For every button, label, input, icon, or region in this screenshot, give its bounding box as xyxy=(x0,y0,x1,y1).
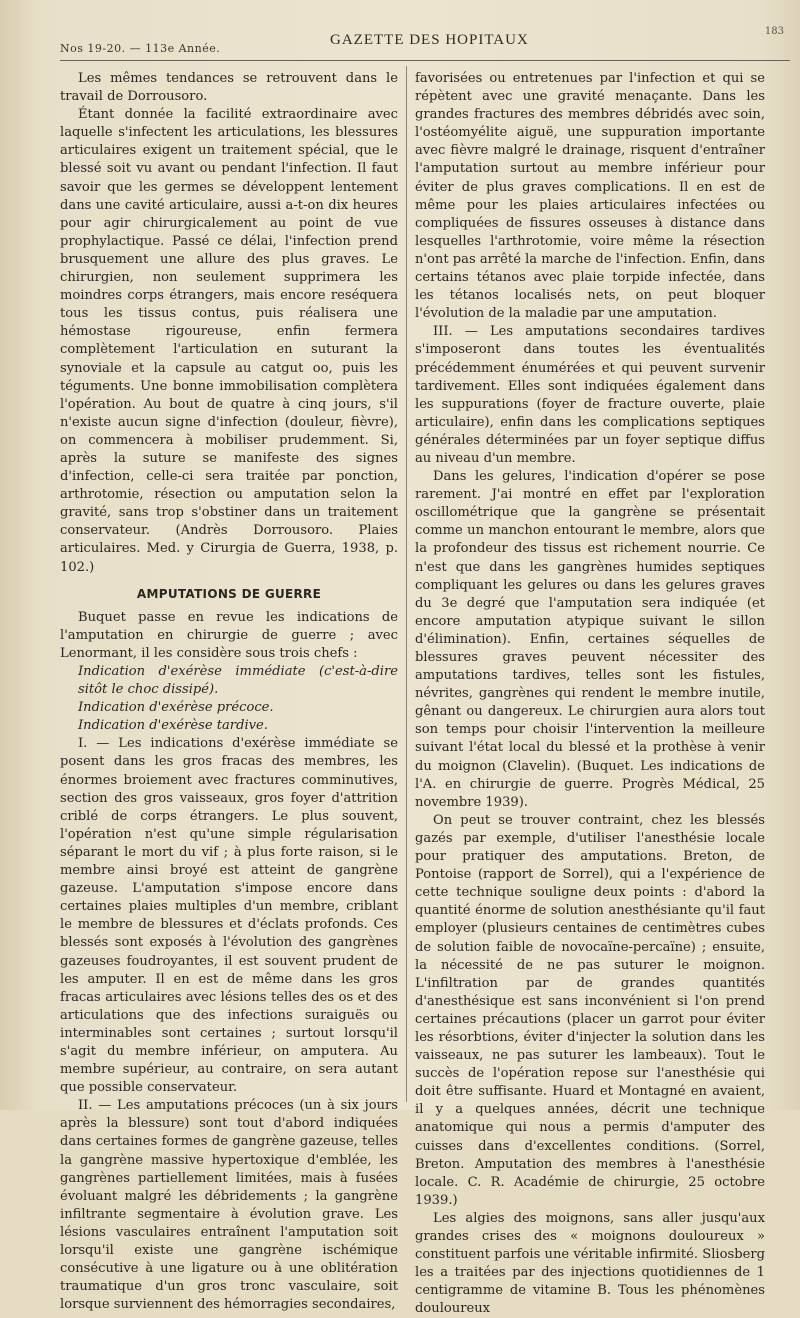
section-title: AMPUTATIONS DE GUERRE xyxy=(136,586,322,601)
paragraph: Buquet passe en revue les indications de l'amputation en chirurgie de guerre ; avec Lenormant, il les considère sous trois chefs : xyxy=(60,609,398,661)
left-column xyxy=(60,70,398,1314)
paragraph: Dans les gelures, l'indication d'opérer se pose rarement. J'ai montré en effet par l'exploration oscillométrique que la gangrène se présentait comme un manchon entourant le membre, alors que la profondeur des tissus est richement nourrie. Ce n'est que dans les gangrènes humides septiques compliquant les gelures ou dans les gelures graves du 3e degré que l'amputation sera indiquée (et encore amputation atypique suivant le sillon d'élimination). Enfin, certaines séquelles de blessures graves peuvent nécessiter des amputations tardives, telles sont les fistules, névrites, gangrènes qui rendent le membre inutile, gênant ou dangereux. Le chirurgien aura alors tout son temps pour choisir l'intervention la meilleure suivant l'état local du blessé et la prothèse à venir du moignon (Clavelin). (Buquet. Les indications de l'A. en chirurgie de guerre. Progrès Médical, 25 novembre 1939). xyxy=(415,469,765,810)
page-header xyxy=(60,18,790,55)
header-rule xyxy=(60,60,790,61)
paragraph: Les mêmes tendances se retrouvent dans le travail de Dorrousoro. xyxy=(60,71,398,105)
issue-number: Nos 19-20. — 113e Année. xyxy=(60,42,221,55)
column-divider xyxy=(406,66,407,1102)
list-item: Indication d'exérèse immédiate (c'est-à-dire sitôt le choc dissipé). xyxy=(78,664,398,698)
right-column xyxy=(415,70,765,1318)
paragraph: Les algies des moignons, sans aller jusqu'aux grandes crises des « moignons douloureux » constituent parfois une véritable infirmité. Sliosberg les a traitées par des injections quotidiennes de 1 centigramme de vitamine B. Tous les phénomènes douloureux xyxy=(415,1210,765,1317)
paragraph: Étant donnée la facilité extraordinaire avec laquelle s'infectent les articulations, les blessures articulaires exigent un traitement spécial, que le blessé soit vu avant ou pendant l'infection. Il faut savoir que les germes se développent lentement dans une cavité articulaire, aussi a-t-on dix heures pour agir chirurgicalement au point de vue prophylactique. Passé ce délai, l'infection prend brusquement une allure des plus graves. Le chirurgien, non seulement supprimera les moindres corps étrangers, mais encore reséquera tous les tissus contus, puis réalisera une hémostase rigoureuse, enfin fermera complètement l'articulation en suturant la synoviale et la capsule au catgut oo, puis les téguments. Une bonne immobilisation complètera l'opération. Au bout de quatre à cinq jours, s'il n'existe aucun signe d'infection (douleur, fièvre), on commencera à mobiliser prudemment. Si, après la suture se manifeste des signes d'infection, celle-ci sera traitée par ponction, arthrotomie, résection ou amputation selon la gravité, sans trop s'obstiner dans un traitement conservateur. (Andrès Dorrousoro. Plaies articulaires. Med. y Cirurgia de Guerra, 1938, p. 102.) xyxy=(60,107,398,575)
list-item: Indication d'exérèse précoce. xyxy=(78,700,274,716)
paragraph: III. — Les amputations secondaires tardives s'imposeront dans toutes les éventualités précédemment énumérées et qui peuvent survenir tardivement. Elles sont indiquées également dans les suppurations (foyer de fracture ouverte, plaie articulaire), enfin dans les complications septiques générales déterminées par un foyer septique diffus au niveau d'un membre. xyxy=(415,324,765,466)
journal-title: GAZETTE DES HOPITAUX xyxy=(330,32,529,48)
list-item: Indication d'exérèse tardive. xyxy=(78,718,268,734)
paragraph: favorisées ou entretenues par l'infection et qui se répètent avec une gravité menaçante. Dans les grandes fractures des membres débridés avec soin, l'ostéomyélite aiguë, une suppuration importante avec fièvre malgré le drainage, risquent d'entraîner l'amputation surtout au membre inférieur pour éviter de plus graves complications. Il en est de même pour les plaies articulaires infectées ou compliquées de fissures osseuses à distance dans lesquelles l'arthrotomie, voire même la résection n'ont pas arrêté la marche de l'infection. Enfin, dans certains tétanos avec plaie torpide infectée, dans les tétanos localisés nets, on peut bloquer l'évolution de la maladie par une amputation. xyxy=(415,71,765,322)
paragraph: On peut se trouver contraint, chez les blessés gazés par exemple, d'utiliser l'anesthésie locale pour pratiquer des amputations. Breton, de Pontoise (rapport de Sorrel), qui a l'expérience de cette technique souligne deux points : d'abord la quantité énorme de solution anesthésiante qu'il faut employer (plusieurs centaines de centimètres cubes de solution faible de novocaïne-percaïne) ; ensuite, la nécessité de ne pas suturer le moignon. L'infiltration par de grandes quantités d'anesthésique est sans inconvénient si l'on prend certaines précautions (placer un garrot pour éviter les résorbtions, éviter d'injecter la solution dans les vaisseaux, ne pas suturer les lambeaux). Tout le succès de l'opération repose sur l'anesthésie qui doit être suffisante. Huard et Montagné en avaient, il y a quelques années, décrit une technique anatomique qui nous a permis d'amputer des cuisses dans d'excellentes conditions. (Sorrel, Breton. Amputation des membres à l'anesthésie locale. C. R. Académie de chirurgie, 25 octobre 1939.) xyxy=(415,812,765,1208)
paragraph: I. — Les indications d'exérèse immédiate se posent dans les gros fracas des membres, les énormes broiement avec fractures comminutives, section des gros vaisseaux, gros foyer d'attrition criblé de corps étrangers. Le plus souvent, l'opération n'est qu'une simple régularisation séparant le mort du vif ; à plus forte raison, si le membre ainsi broyé est atteint de gangrène gazeuse. L'amputation s'impose encore dans certaines plaies multiples d'un membre, criblant le membre de blessures et d'éclats profonds. Ces blessés sont exposés à l'évolution des gangrènes gazeuses foudroyantes, il est souvent prudent de les amputer. Il en est de même dans les gros fracas articulaires avec lésions telles des os et des articulations que des infections suraiguës ou interminables sont certaines ; surtout lorsqu'il s'agit du membre inférieur, on amputera. Au membre supérieur, au contraire, on sera autant que possible conservateur. xyxy=(60,736,398,1096)
page-number: 183 xyxy=(764,26,784,37)
paragraph: II. — Les amputations précoces (un à six jours après la blessure) sont tout d'abord indiquées dans certaines formes de gangrène gazeuse, telles la gangrène massive hypertoxique d'emblée, les gangrènes partiellement limitées, mais à fusées évoluant malgré les débridements ; la gangrène infiltrante segmentaire à évolution grave. Les lésions vasculaires entraînent l'amputation soit lorsqu'il existe une gangrène ischémique consécutive à une ligature ou à une oblitération traumatique d'un gros tronc vasculaire, soit lorsque surviennent des hémorragies secondaires, xyxy=(60,1098,398,1313)
